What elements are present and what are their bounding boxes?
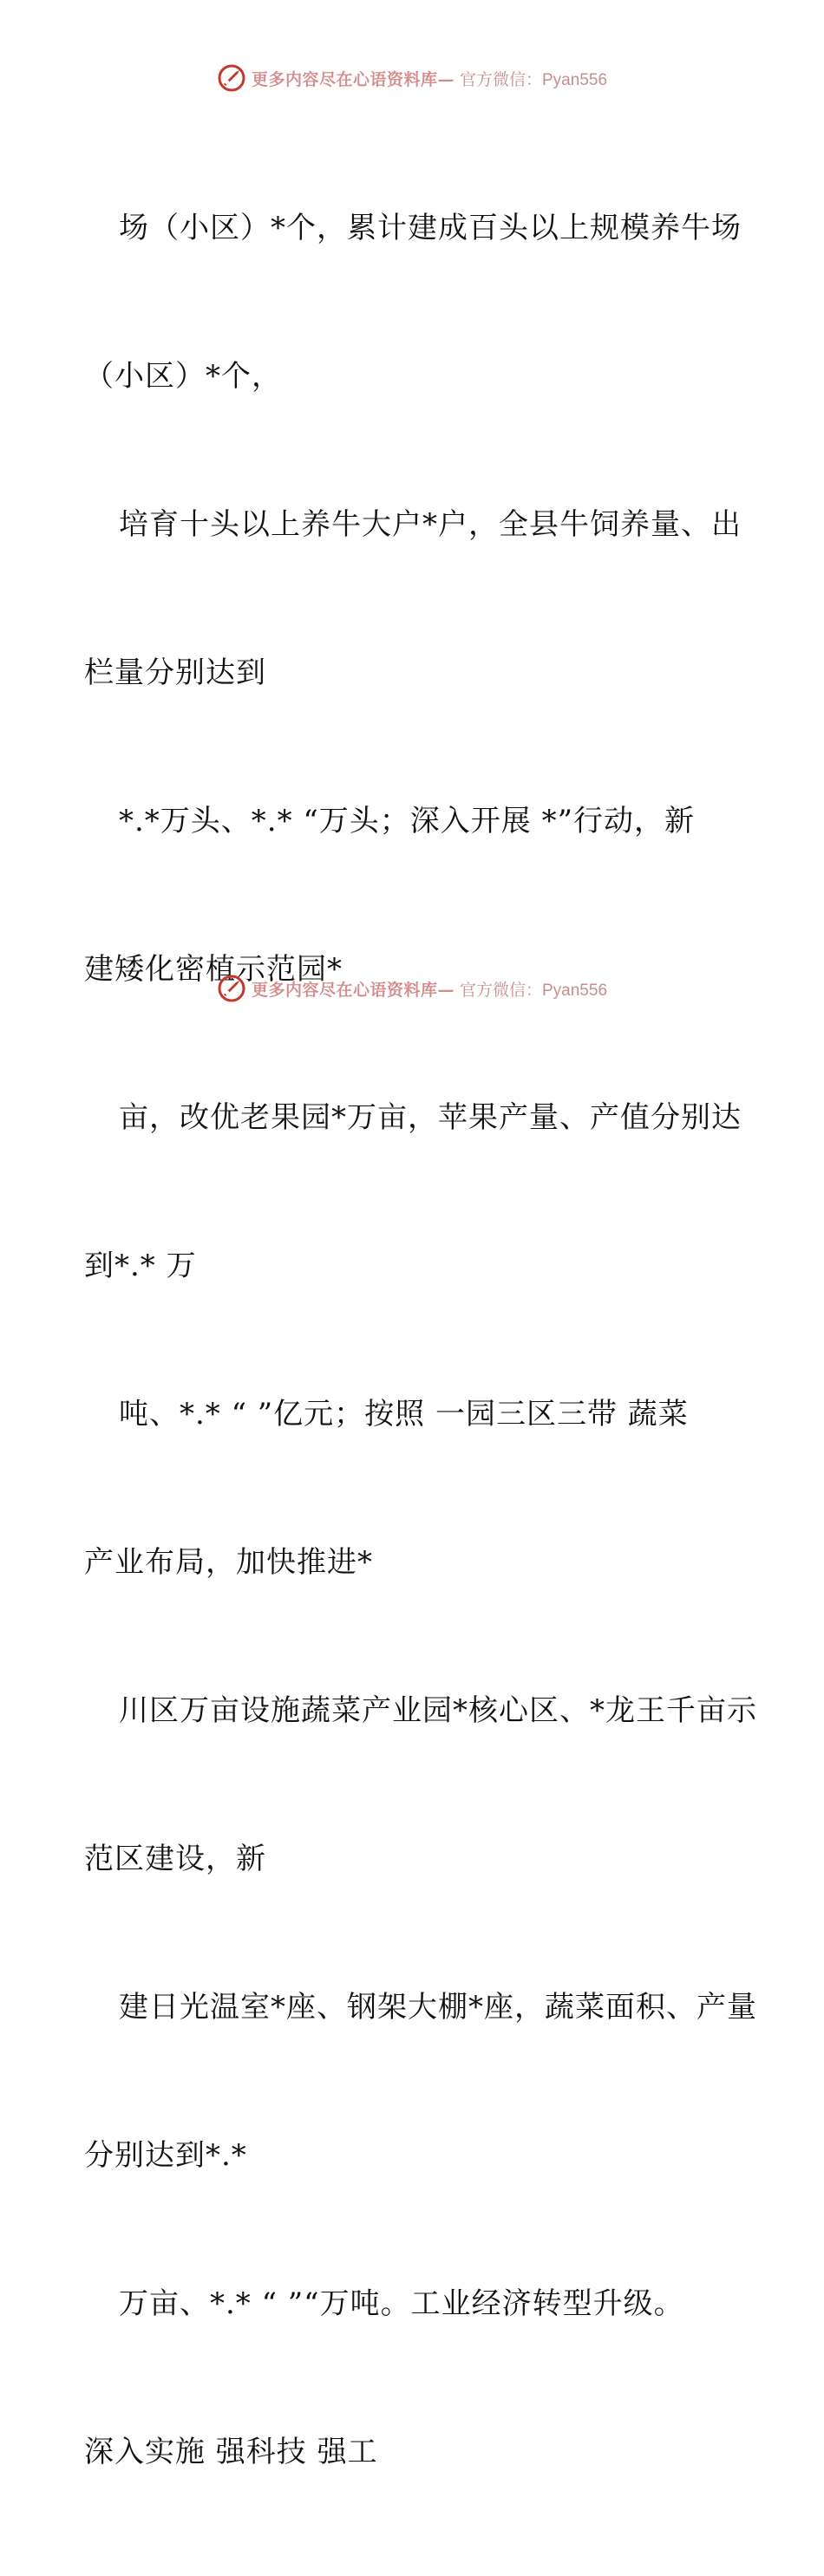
watermark-wechat: 官方微信：Pyan556 (460, 981, 608, 1000)
footer-watermark (0, 973, 824, 1004)
text-line: 万亩、*.* “ ”“万吨。工业经济转型升级。 (119, 2286, 684, 2321)
text-line: 产业布局，加快推进* (84, 1545, 373, 1580)
text-line: 到*.* 万 (84, 1249, 197, 1283)
watermark-text: 更多内容尽在心语资料库— (251, 69, 455, 89)
text-line: 亩，改优老果园*万亩，苹果产量、产值分别达 (119, 1100, 742, 1135)
quill-logo-icon (217, 974, 246, 1003)
text-line: 川区万亩设施蔬菜产业园*核心区、*龙王千亩示 (119, 1693, 757, 1728)
text-line: 场（小区）*个，累计建成百头以上规模养牛场 (119, 211, 742, 245)
body-paragraph (84, 105, 757, 2576)
watermark-wechat: 官方微信：Pyan556 (460, 70, 608, 89)
text-line: 范区建设，新 (84, 1842, 266, 1876)
text-line: 分别达到*.* (84, 2138, 247, 2173)
quill-logo-icon (217, 63, 246, 93)
text-line: 建矮化密植示范园* (84, 952, 343, 987)
text-line: 培育十头以上养牛大户*户，全县牛饲养量、出 (119, 507, 742, 542)
text-line: 深入实施 强科技 强工 (84, 2435, 378, 2469)
watermark-text: 更多内容尽在心语资料库— (251, 980, 455, 1000)
text-line: 栏量分别达到 (84, 655, 266, 690)
text-line: *.*万头、*.* “万头；深入开展 *”行动，新 (119, 804, 695, 838)
document-body (84, 105, 757, 2576)
text-line: （小区）*个， (84, 359, 282, 394)
header-watermark (0, 62, 824, 94)
text-line: 吨、*.* “ ”亿元；按照 一园三区三带 蔬菜 (119, 1397, 689, 1431)
text-line: 建日光温室*座、钢架大棚*座，蔬菜面积、产量 (119, 1990, 757, 2025)
